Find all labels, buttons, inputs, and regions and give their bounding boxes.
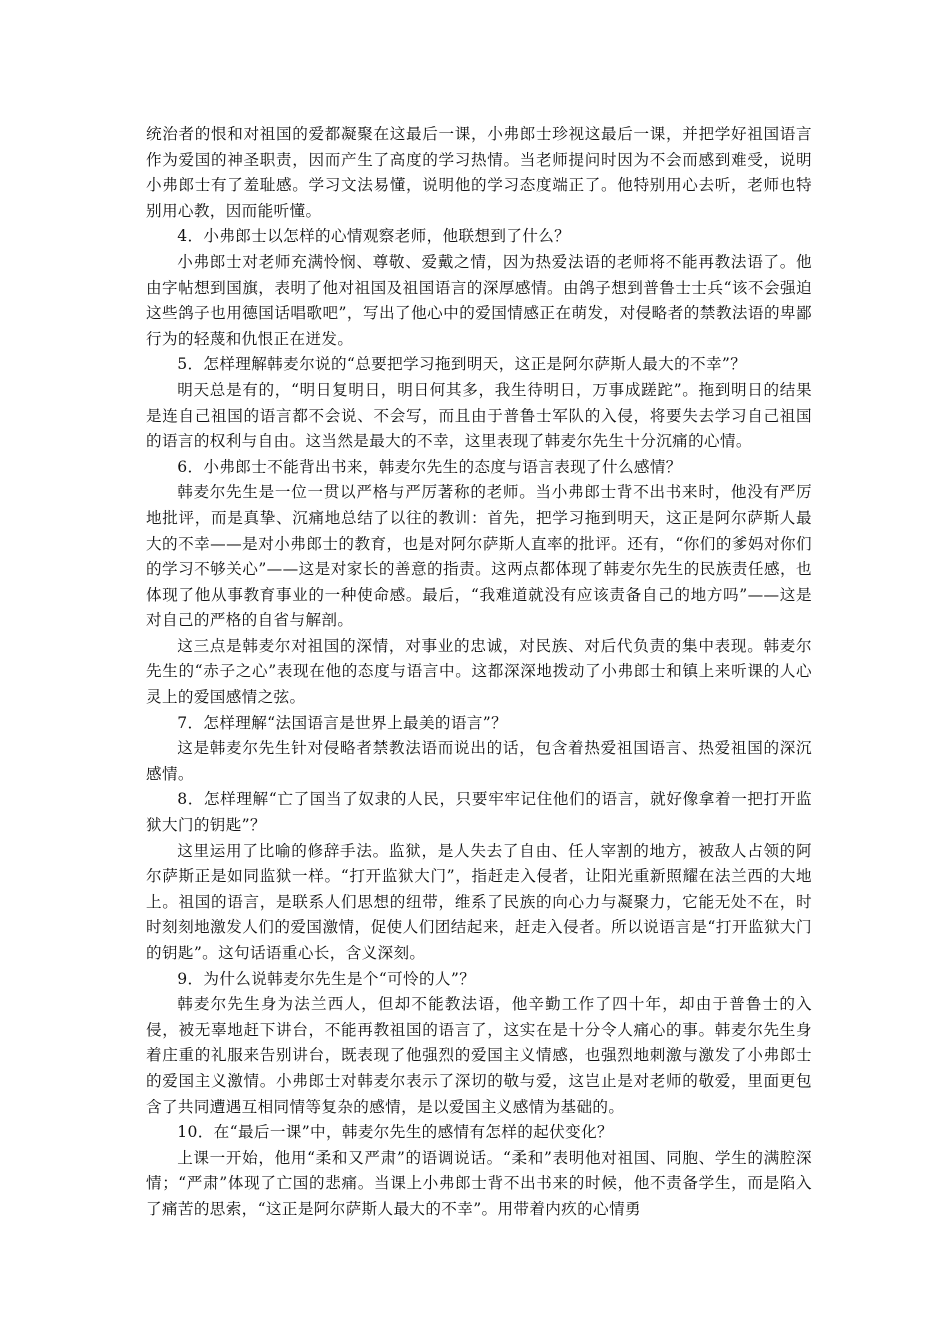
- question-7: 7．怎样理解“法国语言是世界上最美的语言”？: [177, 713, 508, 732]
- question-6: 6．小弗郎士不能背出书来，韩麦尔先生的态度与语言表现了什么感情？: [177, 457, 682, 476]
- answer-9: 韩麦尔先生身为法兰西人，但却不能教法语，他辛勤工作了四十年，却由于普鲁士的入侵，被无辜地赶下讲台，不能再教祖国的语言了，这实在是十分令人痛心的事。韩麦尔先生身着庄重的礼服来告别讲台，既表现了他强烈的爱国主义情感，也强烈地刺激与激发了小弗郎士的爱国主义激情。小弗郎士对韩麦尔表示了深切的敬与爱，这岂止是对老师的敬爱，里面更包含了共同遭遇互相同情等复杂的感情，是以爱国主义感情为基础的。: [146, 995, 812, 1116]
- question-5: 5．怎样理解韩麦尔说的“总要把学习拖到明天，这正是阿尔萨斯人最大的不幸”？: [177, 355, 747, 374]
- answer-10: 上课一开始，他用“柔和又严肃”的语调说话。“柔和”表明他对祖国、同胞、学生的满腔深情；“严肃”体现了亡国的悲痛。当课上小弗郎士背不出书来的时候，他不责备学生，而是陷入了痛苦的思索，“这正是阿尔萨斯人最大的不幸”。用带着内疚的心情勇: [146, 1148, 812, 1218]
- question-10: 10．在“最后一课”中，韩麦尔先生的感情有怎样的起伏变化？: [177, 1123, 613, 1142]
- answer-6-part-1: 韩麦尔先生是一位一贯以严格与严厉著称的老师。当小弗郎士背不出书来时，他没有严厉地批评，而是真挚、沉痛地总结了以往的教训：首先，把学习拖到明天，这正是阿尔萨斯人最大的不幸——是对小弗郎士的教育，也是对阿尔萨斯人直率的批评。还有，“你们的爹妈对你们的学习不够关心”——这是对家长的善意的指责。这两点都体现了韩麦尔先生的民族责任感，也体现了他从事教育事业的一种使命感。最后，“我难道就没有应该责备自己的地方吗”——这是对自己的严格的自省与解剖。: [146, 483, 812, 630]
- question-8: 8．怎样理解“亡了国当了奴隶的人民，只要牢牢记住他们的语言，就好像拿着一把打开监狱大门的钥匙”？: [146, 790, 812, 835]
- answer-6-part-2: 这三点是韩麦尔对祖国的深情，对事业的忠诚，对民族、对后代负责的集中表现。韩麦尔先生的“赤子之心”表现在他的态度与语言中。这都深深地拨动了小弗郎士和镇上来听课的人心灵上的爱国感情之弦。: [146, 636, 812, 707]
- question-9: 9．为什么说韩麦尔先生是个“可怜的人”？: [177, 969, 476, 988]
- paragraph-continuation: 统治者的恨和对祖国的爱都凝聚在这最后一课，小弗郎士珍视这最后一课，并把学好祖国语言作为爱国的神圣职责，因而产生了高度的学习热情。当老师提问时因为不会而感到难受，说明小弗郎士有了羞耻感。学习文法易懂，说明他的学习态度端正了。他特别用心去听，老师也特别用心教，因而能听懂。: [146, 125, 812, 220]
- answer-7: 这是韩麦尔先生针对侵略者禁教法语而说出的话，包含着热爱祖国语言、热爱祖国的深沉感情。: [146, 739, 812, 783]
- answer-8: 这里运用了比喻的修辞手法。监狱，是人失去了自由、任人宰割的地方，被敌人占领的阿尔萨斯正是如同监狱一样。“打开监狱大门”，指赶走入侵者，让阳光重新照耀在法兰西的大地上。祖国的语言，是联系人们思想的纽带，维系了民族的向心力与凝聚力，它能无处不在，时时刻刻地激发人们的爱国激情，促使人们团结起来，赶走入侵者。所以说语言是“打开监狱大门的钥匙”。这句话语重心长，含义深刻。: [146, 841, 812, 962]
- answer-4: 小弗郎士对老师充满怜悯、尊敬、爱戴之情，因为热爱法语的老师将不能再教法语了。他由字帖想到国旗，表明了他对祖国及祖国语言的深厚感情。由鸽子想到普鲁士士兵“该不会强迫这些鸽子也用德国话唱歌吧”，写出了他心中的爱国情感正在萌发，对侵略者的禁教法语的卑鄙行为的轻蔑和仇恨正在迸发。: [146, 252, 812, 348]
- answer-5: 明天总是有的，“明日复明日，明日何其多，我生待明日，万事成蹉跎”。拖到明日的结果是连自己祖国的语言都不会说、不会写，而且由于普鲁士军队的入侵，将要失去学习自己祖国的语言的权利与自由。这当然是最大的不幸，这里表现了韩麦尔先生十分沉痛的心情。: [146, 380, 812, 451]
- question-4: 4．小弗郎士以怎样的心情观察老师，他联想到了什么？: [177, 227, 571, 246]
- document-page: [146, 122, 812, 1223]
